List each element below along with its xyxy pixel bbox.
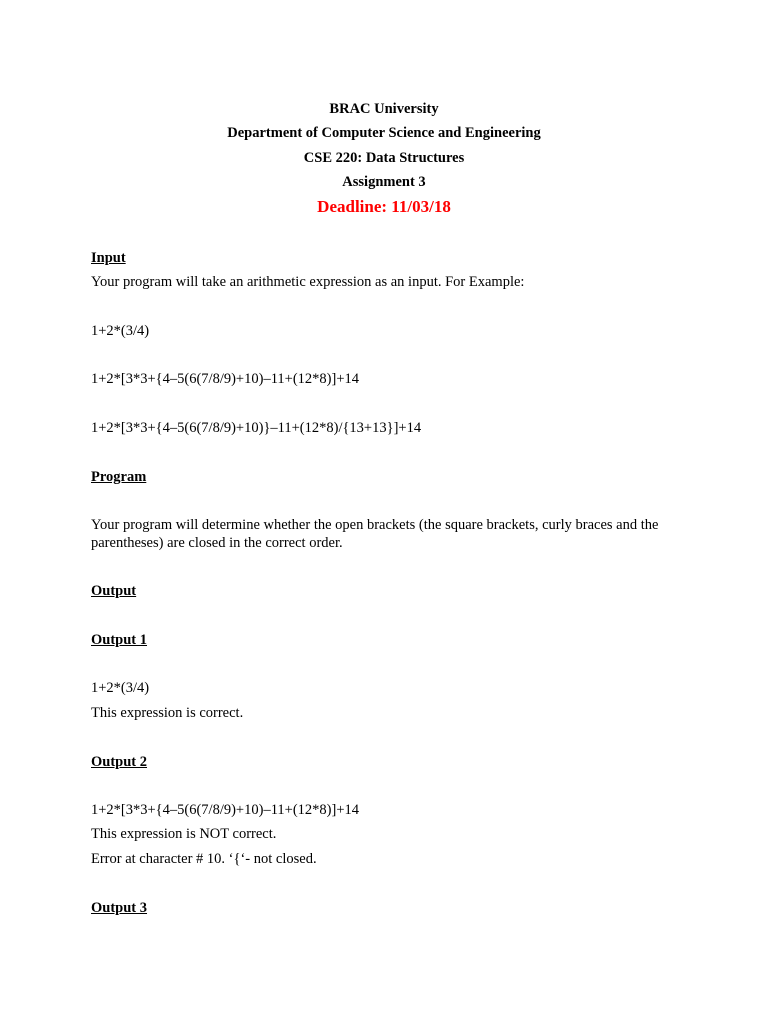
output-3-heading: Output 3 [91,900,148,916]
input-heading: Input [91,250,126,266]
output-2-result: This expression is NOT correct. [91,826,277,842]
assignment-title: Assignment 3 [342,174,426,190]
output-1-expression: 1+2*(3/4) [91,680,150,696]
output-1-heading: Output 1 [91,632,148,648]
output-heading: Output [91,583,137,599]
program-description: Your program will determine whether the open brackets (the square brackets, curly braces and the parentheses) are closed in the correct order. [91,517,659,551]
input-example-1: 1+2*(3/4) [91,323,150,339]
deadline: Deadline: 11/03/18 [317,197,451,216]
output-2-expression: 1+2*[3*3+{4–5(6(7/8/9)+10)–11+(12*8)]+14 [91,802,359,818]
input-example-3: 1+2*[3*3+{4–5(6(7/8/9)+10)}–11+(12*8)/{13+13}]+14 [91,420,422,436]
program-heading: Program [91,469,147,485]
output-1-result: This expression is correct. [91,705,244,721]
course-title: CSE 220: Data Structures [303,150,465,166]
input-intro: Your program will take an arithmetic expression as an input. For Example: [91,274,525,290]
output-2-error: Error at character # 10. ‘{‘- not closed. [91,851,317,867]
university-name: BRAC University [329,101,439,117]
input-example-2: 1+2*[3*3+{4–5(6(7/8/9)+10)–11+(12*8)]+14 [91,371,359,387]
department-name: Department of Computer Science and Engineering [227,125,541,141]
output-2-heading: Output 2 [91,754,148,770]
